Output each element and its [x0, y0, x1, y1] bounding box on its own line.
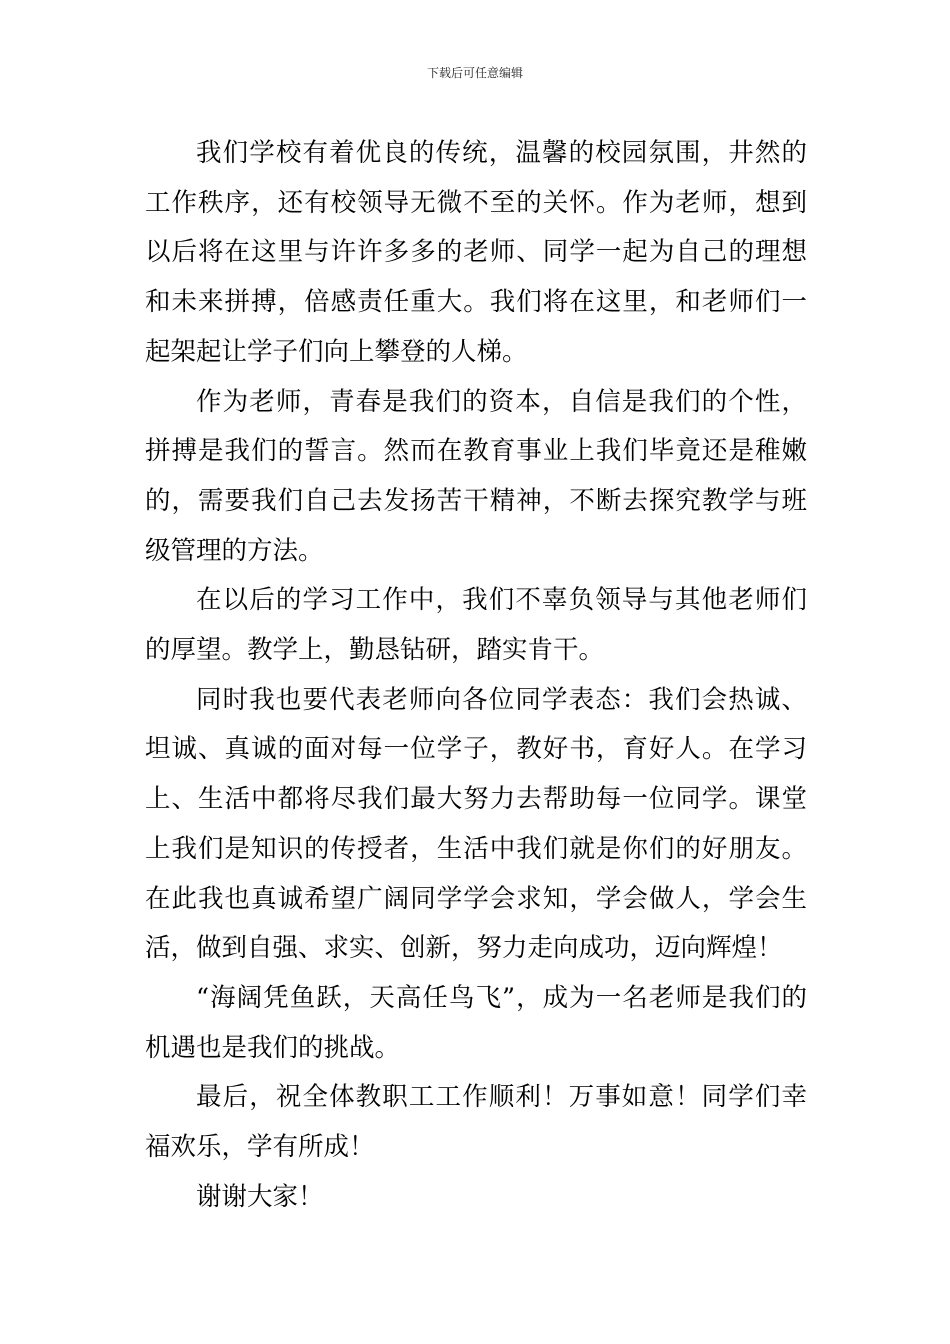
- paragraph-4: 同时我也要代表老师向各位同学表态：我们会热诚、坦诚、真诚的面对每一位学子，教好书，育好人。在学习上、生活中都将尽我们最大努力去帮助每一位同学。课堂上我们是知识的传授者，生活中我们就是你们的好朋友。在此我也真诚希望广阔同学学会求知，学会做人，学会生活，做到自强、求实、创新，努力走向成功，迈向辉煌！: [145, 684, 807, 964]
- document-body: [145, 129, 807, 1222]
- paragraph-5: “海阔凭鱼跃，天高任鸟飞”，成为一名老师是我们的机遇也是我们的挑战。: [145, 982, 807, 1063]
- paragraph-3: 在以后的学习工作中，我们不辜负领导与其他老师们的厚望。教学上，勤恳钻研，踏实肯干。: [145, 585, 807, 666]
- paragraph-6: 最后，祝全体教职工工作顺利！万事如意！同学们幸福欢乐，学有所成！: [145, 1082, 807, 1163]
- page-header: 下载后可任意编辑: [426, 66, 523, 80]
- paragraph-7: 谢谢大家！: [196, 1181, 324, 1212]
- paragraph-1: 我们学校有着优良的传统，温馨的校园氛围，井然的工作秩序，还有校领导无微不至的关怀。作为老师，想到以后将在这里与许许多多的老师、同学一起为自己的理想和未来拼搏，倍感责任重大。我们将在这里，和老师们一起架起让学子们向上攀登的人梯。: [145, 138, 807, 367]
- paragraph-2: 作为老师，青春是我们的资本，自信是我们的个性，拼搏是我们的誓言。然而在教育事业上我们毕竟还是稚嫩的，需要我们自己去发扬苦干精神，不断去探究教学与班级管理的方法。: [145, 386, 807, 566]
